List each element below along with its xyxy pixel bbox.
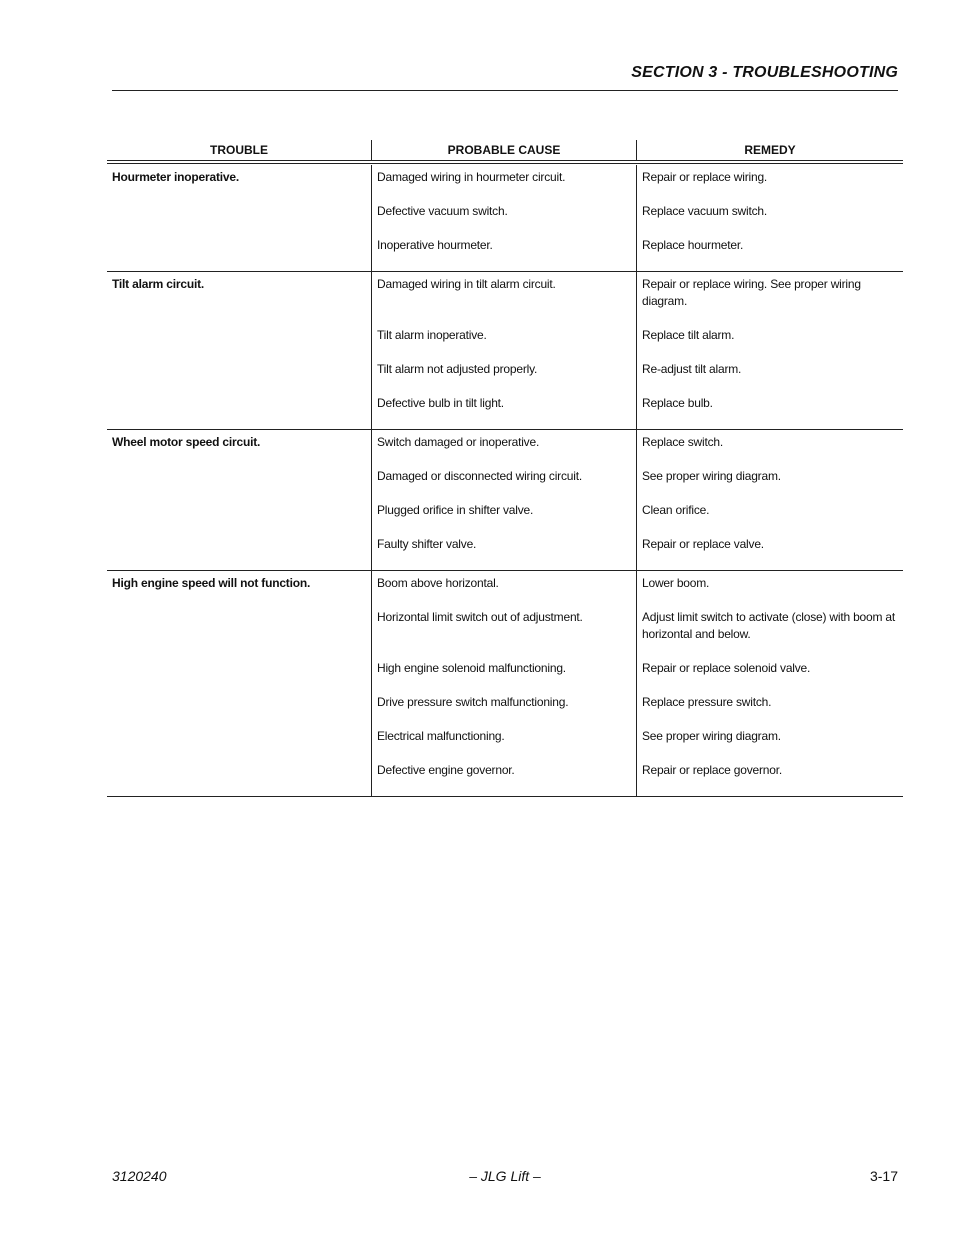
remedy-item: See proper wiring diagram. xyxy=(642,729,781,743)
table-group xyxy=(107,430,903,571)
probable-cause-item: Tilt alarm inoperative. xyxy=(377,328,487,342)
remedy-cell xyxy=(637,272,903,429)
document-number: 3120240 xyxy=(112,1168,167,1184)
table-body xyxy=(107,165,903,797)
trouble-text: High engine speed will not function. xyxy=(112,576,311,590)
probable-cause-cell xyxy=(372,165,637,271)
remedy-item: Clean orifice. xyxy=(642,503,710,517)
remedy-item: Replace hourmeter. xyxy=(642,238,744,252)
section-title: SECTION 3 - TROUBLESHOOTING xyxy=(631,64,898,81)
remedy-item: Repair or replace solenoid valve. xyxy=(642,661,811,675)
probable-cause-item: Defective bulb in tilt light. xyxy=(377,396,504,410)
probable-cause-item: Tilt alarm not adjusted properly. xyxy=(377,362,538,376)
probable-cause-item: Plugged orifice in shifter valve. xyxy=(377,503,534,517)
remedy-item: Replace pressure switch. xyxy=(642,695,772,709)
probable-cause-item: Inoperative hourmeter. xyxy=(377,238,493,252)
table-group xyxy=(107,165,903,272)
page-number: 3-17 xyxy=(869,1168,898,1184)
trouble-cell xyxy=(107,430,372,570)
column-header-probable-cause: PROBABLE CAUSE xyxy=(372,140,637,160)
remedy-item: Lower boom. xyxy=(642,576,710,590)
remedy-item: Repair or replace valve. xyxy=(642,537,764,551)
remedy-item: Repair or replace governor. xyxy=(642,763,783,777)
column-header-remedy: REMEDY xyxy=(744,143,796,157)
probable-cause-item: Electrical malfunctioning. xyxy=(377,729,505,743)
troubleshooting-table xyxy=(107,140,903,797)
probable-cause-item: Damaged wiring in hourmeter circuit. xyxy=(377,170,566,184)
probable-cause-item: High engine solenoid malfunctioning. xyxy=(377,661,566,675)
trouble-cell xyxy=(107,165,372,271)
probable-cause-item: Faulty shifter valve. xyxy=(377,537,477,551)
remedy-cell xyxy=(637,165,903,271)
trouble-text: Tilt alarm circuit. xyxy=(112,277,205,291)
probable-cause-item: Switch damaged or inoperative. xyxy=(377,435,540,449)
column-header-trouble: TROUBLE xyxy=(107,140,372,160)
page-header xyxy=(112,64,898,91)
probable-cause-item: Defective engine governor. xyxy=(377,763,515,777)
table-header xyxy=(107,140,903,161)
remedy-item: Replace tilt alarm. xyxy=(642,328,735,342)
remedy-cell xyxy=(637,571,903,796)
remedy-item: Adjust limit switch to activate (close) with boom at horizontal and below. xyxy=(642,610,896,641)
trouble-cell xyxy=(107,571,372,796)
remedy-item: See proper wiring diagram. xyxy=(642,469,781,483)
remedy-item: Replace switch. xyxy=(642,435,724,449)
remedy-cell xyxy=(637,430,903,570)
remedy-item: Replace bulb. xyxy=(642,396,713,410)
remedy-item: Replace vacuum switch. xyxy=(642,204,767,218)
probable-cause-item: Defective vacuum switch. xyxy=(377,204,508,218)
probable-cause-item: Boom above horizontal. xyxy=(377,576,499,590)
publisher-name: – JLG Lift – xyxy=(469,1168,541,1184)
probable-cause-cell xyxy=(372,430,637,570)
probable-cause-item: Damaged or disconnected wiring circuit. xyxy=(377,469,582,483)
trouble-text: Wheel motor speed circuit. xyxy=(112,435,261,449)
probable-cause-item: Damaged wiring in tilt alarm circuit. xyxy=(377,277,556,291)
probable-cause-item: Drive pressure switch malfunctioning. xyxy=(377,695,569,709)
probable-cause-item: Horizontal limit switch out of adjustment. xyxy=(377,610,583,624)
table-group xyxy=(107,571,903,797)
probable-cause-cell xyxy=(372,571,637,796)
remedy-item: Repair or replace wiring. xyxy=(642,170,768,184)
remedy-item: Re-adjust tilt alarm. xyxy=(642,362,742,376)
trouble-text: Hourmeter inoperative. xyxy=(112,170,239,184)
table-group xyxy=(107,272,903,430)
trouble-cell xyxy=(107,272,372,429)
probable-cause-cell xyxy=(372,272,637,429)
remedy-item: Repair or replace wiring. See proper wiring diagram. xyxy=(642,277,861,308)
